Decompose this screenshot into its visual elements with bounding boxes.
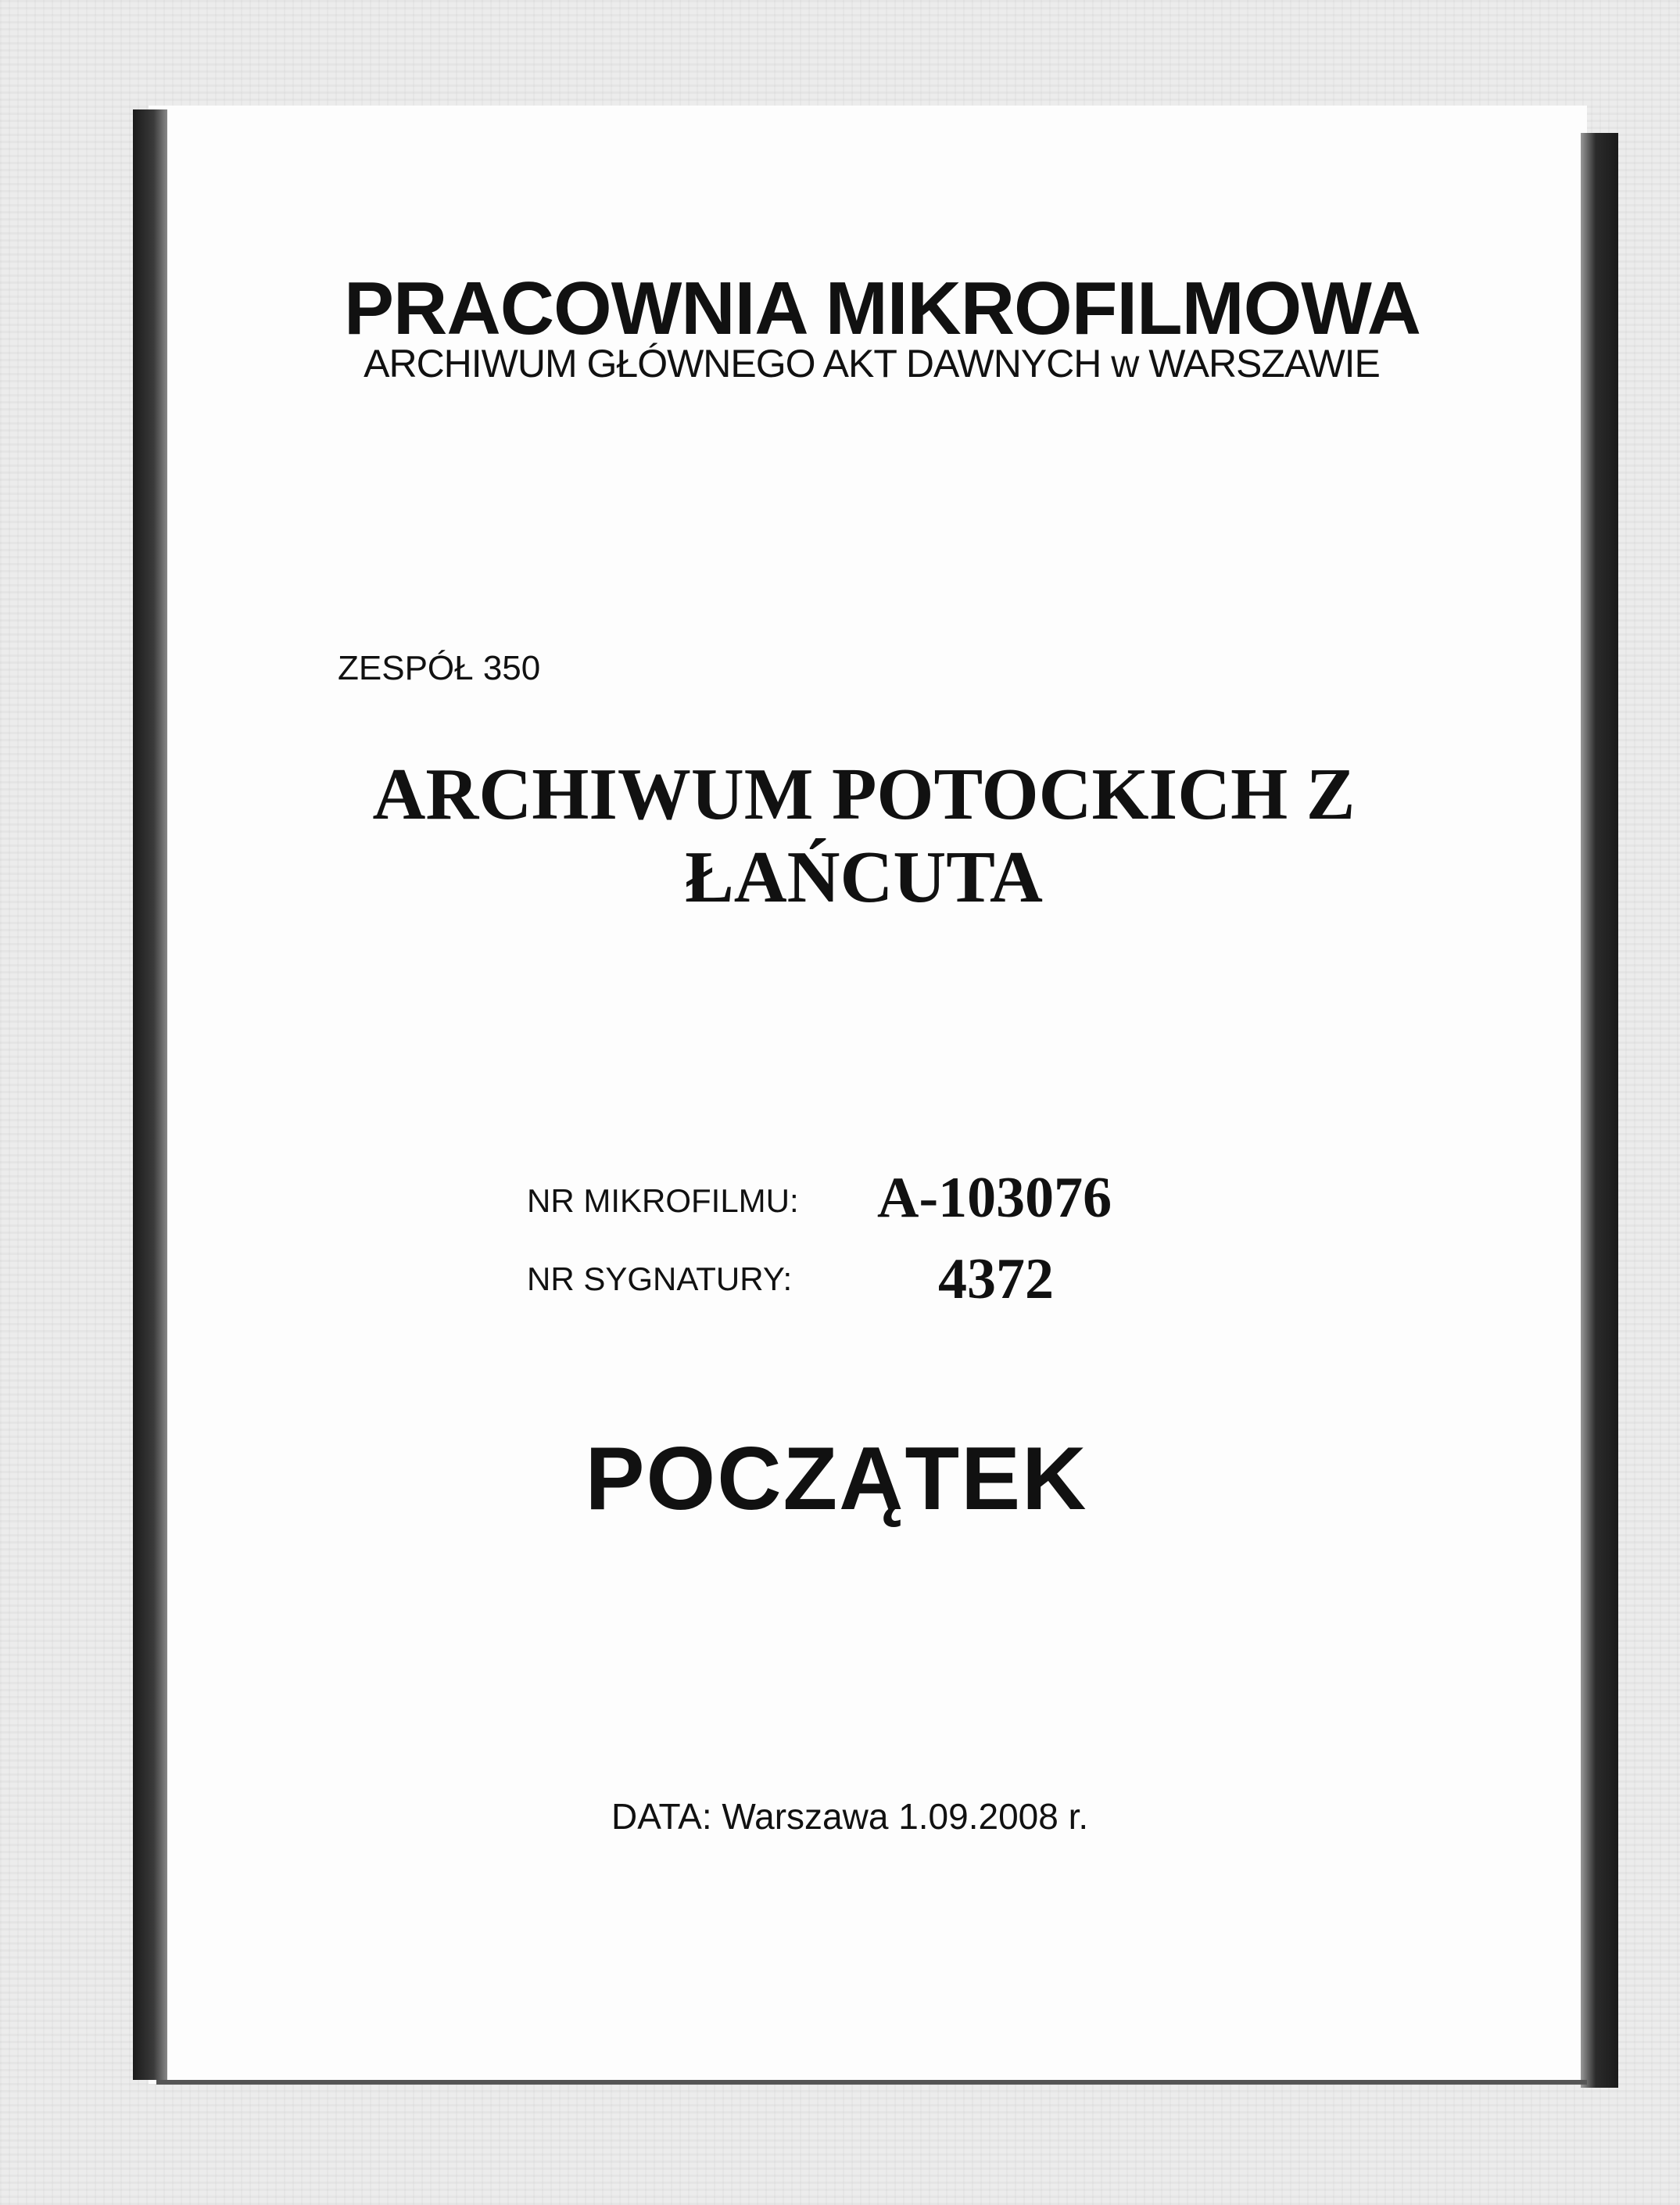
- collection-title-line-2: ŁAŃCUTA: [685, 837, 1043, 918]
- header-subtitle: ARCHIWUM GŁÓWNEGO AKT DAWNYCH w WARSZAWIE: [364, 342, 1380, 385]
- page-edge-shadow-left: [133, 109, 167, 2080]
- collection-title-line-1: ARCHIWUM POTOCKICH Z: [372, 754, 1356, 835]
- signature-value: 4372: [938, 1247, 1054, 1311]
- date-line: DATA: Warszawa 1.09.2008 r.: [611, 1796, 1089, 1837]
- collection-number: ZESPÓŁ 350: [338, 649, 541, 687]
- page-edge-shadow-right: [1581, 133, 1618, 2088]
- microfilm-label: NR MIKROFILMU:: [527, 1182, 799, 1219]
- start-marker: POCZĄTEK: [585, 1429, 1088, 1529]
- page-edge-bottom: [156, 2080, 1587, 2085]
- header-title: PRACOWNIA MIKROFILMOWA: [344, 267, 1420, 350]
- microfilm-value: A-103076: [877, 1166, 1112, 1230]
- document-page: [149, 106, 1587, 2084]
- signature-label: NR SYGNATURY:: [527, 1260, 793, 1297]
